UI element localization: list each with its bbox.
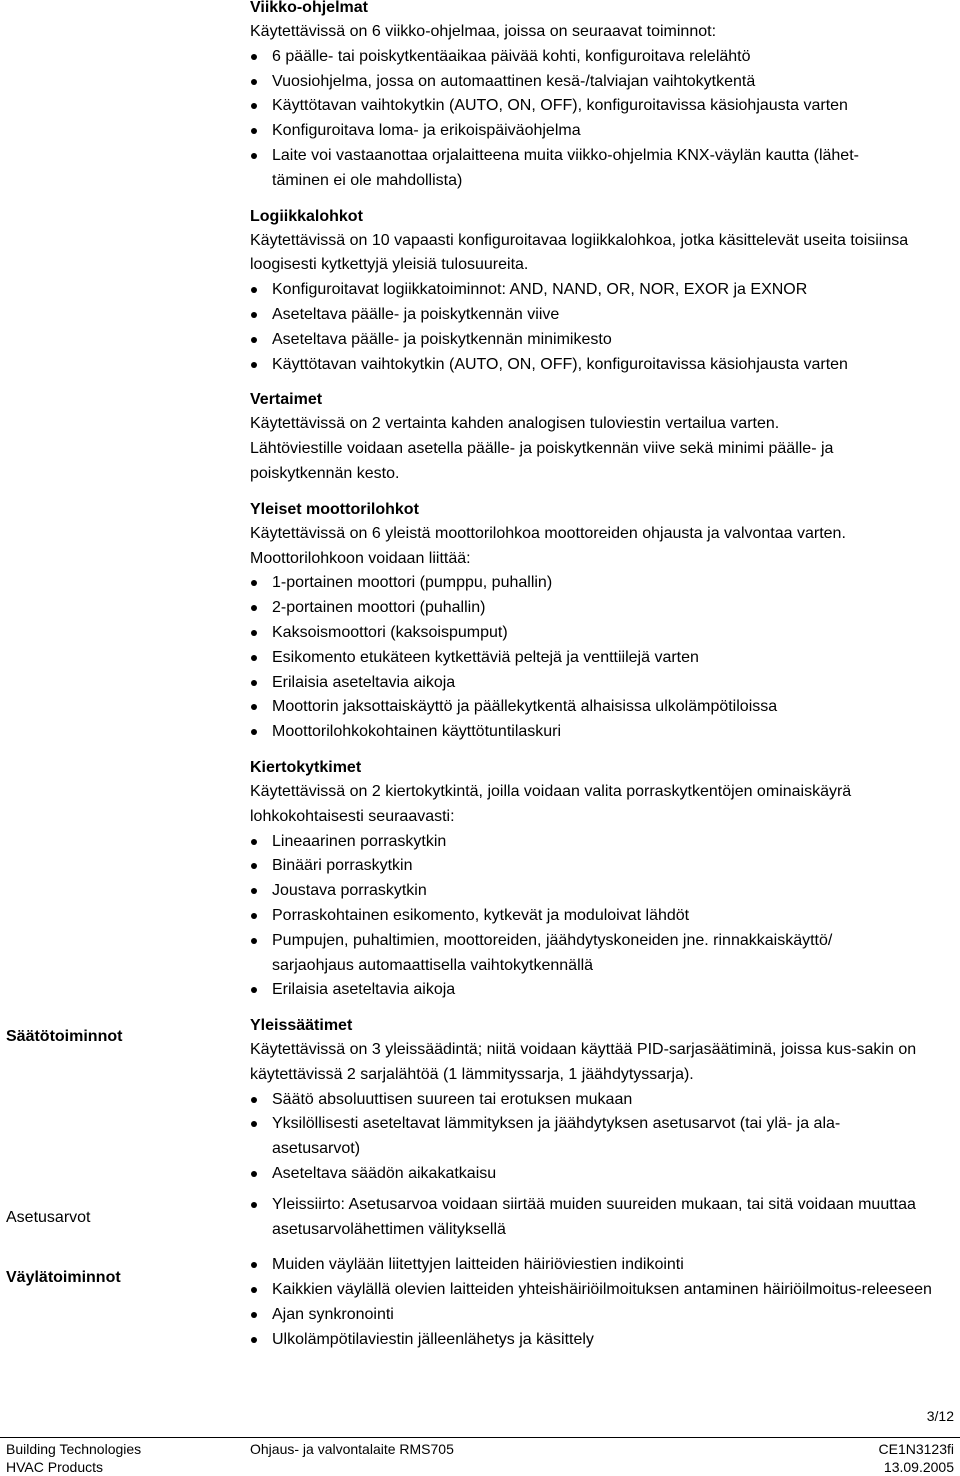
section-asetusarvot bbox=[250, 1193, 950, 1243]
section-yleissaatimet bbox=[250, 1014, 950, 1187]
list-item: Konfiguroitavat logiikkatoiminnot: AND, NAND, OR, NOR, EXOR ja EXNOR bbox=[250, 278, 950, 303]
list-item: Lineaarinen porraskytkin bbox=[250, 830, 950, 855]
list-item: Aseteltava säädön aikakatkaisu bbox=[250, 1162, 950, 1187]
footer-company: Building Technologies bbox=[6, 1441, 142, 1457]
list-item: Erilaisia aseteltavia aikoja bbox=[250, 671, 950, 696]
section-title: Yleiset moottorilohkot bbox=[250, 500, 419, 518]
section-paragraph: Käytettävissä on 6 viikko-ohjelmaa, joissa on seuraavat toiminnot: bbox=[250, 23, 717, 40]
section-title: Viikko-ohjelmat bbox=[250, 0, 368, 16]
list-item: Aseteltava päälle- ja poiskytkennän minimikesto bbox=[250, 328, 950, 353]
list-item: Ulkolämpötilaviestin jälleenlähetys ja käsittely bbox=[250, 1328, 950, 1353]
bullet-list bbox=[250, 1253, 950, 1352]
section-title: Yleissäätimet bbox=[250, 1017, 353, 1035]
list-item: Binääri porraskytkin bbox=[250, 854, 950, 879]
list-item: Moottorilohkokohtainen käyttötuntilaskuri bbox=[250, 720, 950, 745]
list-item: Moottorin jaksottaiskäyttö ja päällekytkentä alhaisissa ulkolämpötiloissa bbox=[250, 695, 950, 720]
list-item: Aseteltava päälle- ja poiskytkennän viive bbox=[250, 303, 950, 328]
section-title: Kiertokytkimet bbox=[250, 758, 362, 776]
section-viikko-ohjelmat bbox=[250, 0, 950, 194]
list-item: Laite voi vastaanottaa orjalaitteena muita viikko-ohjelmia KNX-väylän kautta (lähet-täminen ei ole mahdollista) bbox=[250, 144, 912, 194]
section-logiikkalohkot bbox=[250, 205, 950, 378]
side-label-vaylatoiminnot: Väylätoiminnot bbox=[6, 1269, 121, 1286]
list-item: Käyttötavan vaihtokytkin (AUTO, ON, OFF), konfiguroitavissa käsiohjausta varten bbox=[250, 94, 950, 119]
footer-doc-id: CE1N3123fi bbox=[878, 1441, 954, 1457]
list-item: Käyttötavan vaihtokytkin (AUTO, ON, OFF), konfiguroitavissa käsiohjausta varten bbox=[250, 353, 950, 378]
list-item: Esikomento etukäteen kytkettäviä peltejä ja venttiilejä varten bbox=[250, 646, 950, 671]
list-item: Pumpujen, puhaltimien, moottoreiden, jäähdytyskoneiden jne. rinnakkaiskäyttö/ sarjaohjaus automaattisella vaihtokytkennällä bbox=[250, 929, 912, 979]
list-item: Ajan synkronointi bbox=[250, 1303, 950, 1328]
list-item: Yleissiirto: Asetusarvoa voidaan siirtää muiden suureiden mukaan, tai sitä voidaan muuttaa asetusarvolähettimen välityksellä bbox=[250, 1193, 942, 1243]
bullet-list bbox=[250, 830, 950, 1004]
section-yleiset-moottorilohkot bbox=[250, 498, 950, 745]
list-item: Yksilöllisesti aseteltavat lämmityksen ja jäähdytyksen asetusarvot (tai ylä- ja ala-asetusarvot) bbox=[250, 1112, 912, 1162]
bullet-list bbox=[250, 45, 950, 194]
list-item: Muiden väylään liitettyjen laitteiden häiriöviestien indikointi bbox=[250, 1253, 950, 1278]
page-number: 3/12 bbox=[926, 1408, 954, 1424]
section-paragraph: Käytettävissä on 6 yleistä moottorilohkoa moottoreiden ohjausta ja valvontaa varten. bbox=[250, 524, 846, 542]
section-kiertokytkimet bbox=[250, 756, 950, 1003]
list-item: Vuosiohjelma, jossa on automaattinen kesä-/talviajan vaihtokytkentä bbox=[250, 70, 950, 95]
list-item: Kaikkien väylällä olevien laitteiden yhteishäiriöilmoituksen antaminen häiriöilmoitus-releeseen bbox=[250, 1278, 952, 1303]
list-item: 6 päälle- tai poiskytkentäaikaa päivää kohti, konfiguroitava relelähtö bbox=[250, 45, 950, 70]
bullet-list bbox=[250, 1088, 950, 1187]
footer-divider bbox=[0, 1437, 960, 1438]
section-title: Vertaimet bbox=[250, 391, 323, 409]
list-item: 2-portainen moottori (puhallin) bbox=[250, 596, 950, 621]
list-item: Joustava porraskytkin bbox=[250, 879, 950, 904]
footer-division: HVAC Products bbox=[6, 1459, 103, 1475]
section-vaylatoiminnot bbox=[250, 1253, 950, 1352]
main-content bbox=[250, 0, 950, 1353]
section-title: Logiikkalohkot bbox=[250, 207, 363, 225]
side-label-asetusarvot: Asetusarvot bbox=[6, 1209, 91, 1226]
bullet-list bbox=[250, 278, 950, 377]
section-paragraph: Moottorilohkoon voidaan liittää: bbox=[250, 549, 471, 567]
list-item: 1-portainen moottori (pumppu, puhallin) bbox=[250, 571, 950, 596]
side-label-saatotoiminnot: Säätötoiminnot bbox=[6, 1028, 123, 1045]
section-paragraph: Käytettävissä on 10 vapaasti konfiguroitavaa logiikkalohkoa, jotka käsittelevät useita toisiinsa loogisesti kytkettyjä yleisiä tulosuureita. bbox=[250, 231, 909, 274]
list-item: Konfiguroitava loma- ja erikoispäiväohjelma bbox=[250, 119, 950, 144]
list-item: Säätö absoluuttisen suureen tai erotuksen mukaan bbox=[250, 1088, 950, 1113]
footer-product: Ohjaus- ja valvontalaite RMS705 bbox=[250, 1441, 454, 1457]
section-paragraph: Lähtöviestille voidaan asetella päälle- ja poiskytkennän viive sekä minimi päälle- ja poiskytkennän kesto. bbox=[250, 440, 834, 482]
bullet-list bbox=[250, 571, 950, 745]
list-item: Porraskohtainen esikomento, kytkevät ja moduloivat lähdöt bbox=[250, 904, 950, 929]
section-vertaimet bbox=[250, 388, 950, 486]
footer-date: 13.09.2005 bbox=[883, 1459, 954, 1475]
section-paragraph: Käytettävissä on 3 yleissäädintä; niitä voidaan käyttää PID-sarjasäätiminä, joissa kus-sakin on käytettävissä 2 sarjalähtöä (1 lämmityssarja, 1 jäähdytyssarja). bbox=[250, 1041, 917, 1083]
bullet-list bbox=[250, 1193, 950, 1243]
list-item: Erilaisia aseteltavia aikoja bbox=[250, 978, 950, 1003]
section-paragraph: Käytettävissä on 2 vertainta kahden analogisen tuloviestin vertailua varten. bbox=[250, 415, 780, 433]
section-paragraph: Käytettävissä on 2 kiertokytkintä, joilla voidaan valita porraskytkentöjen ominaiskäyrä lohkokohtaisesti seuraavasti: bbox=[250, 782, 852, 825]
list-item: Kaksoismoottori (kaksoispumput) bbox=[250, 621, 950, 646]
